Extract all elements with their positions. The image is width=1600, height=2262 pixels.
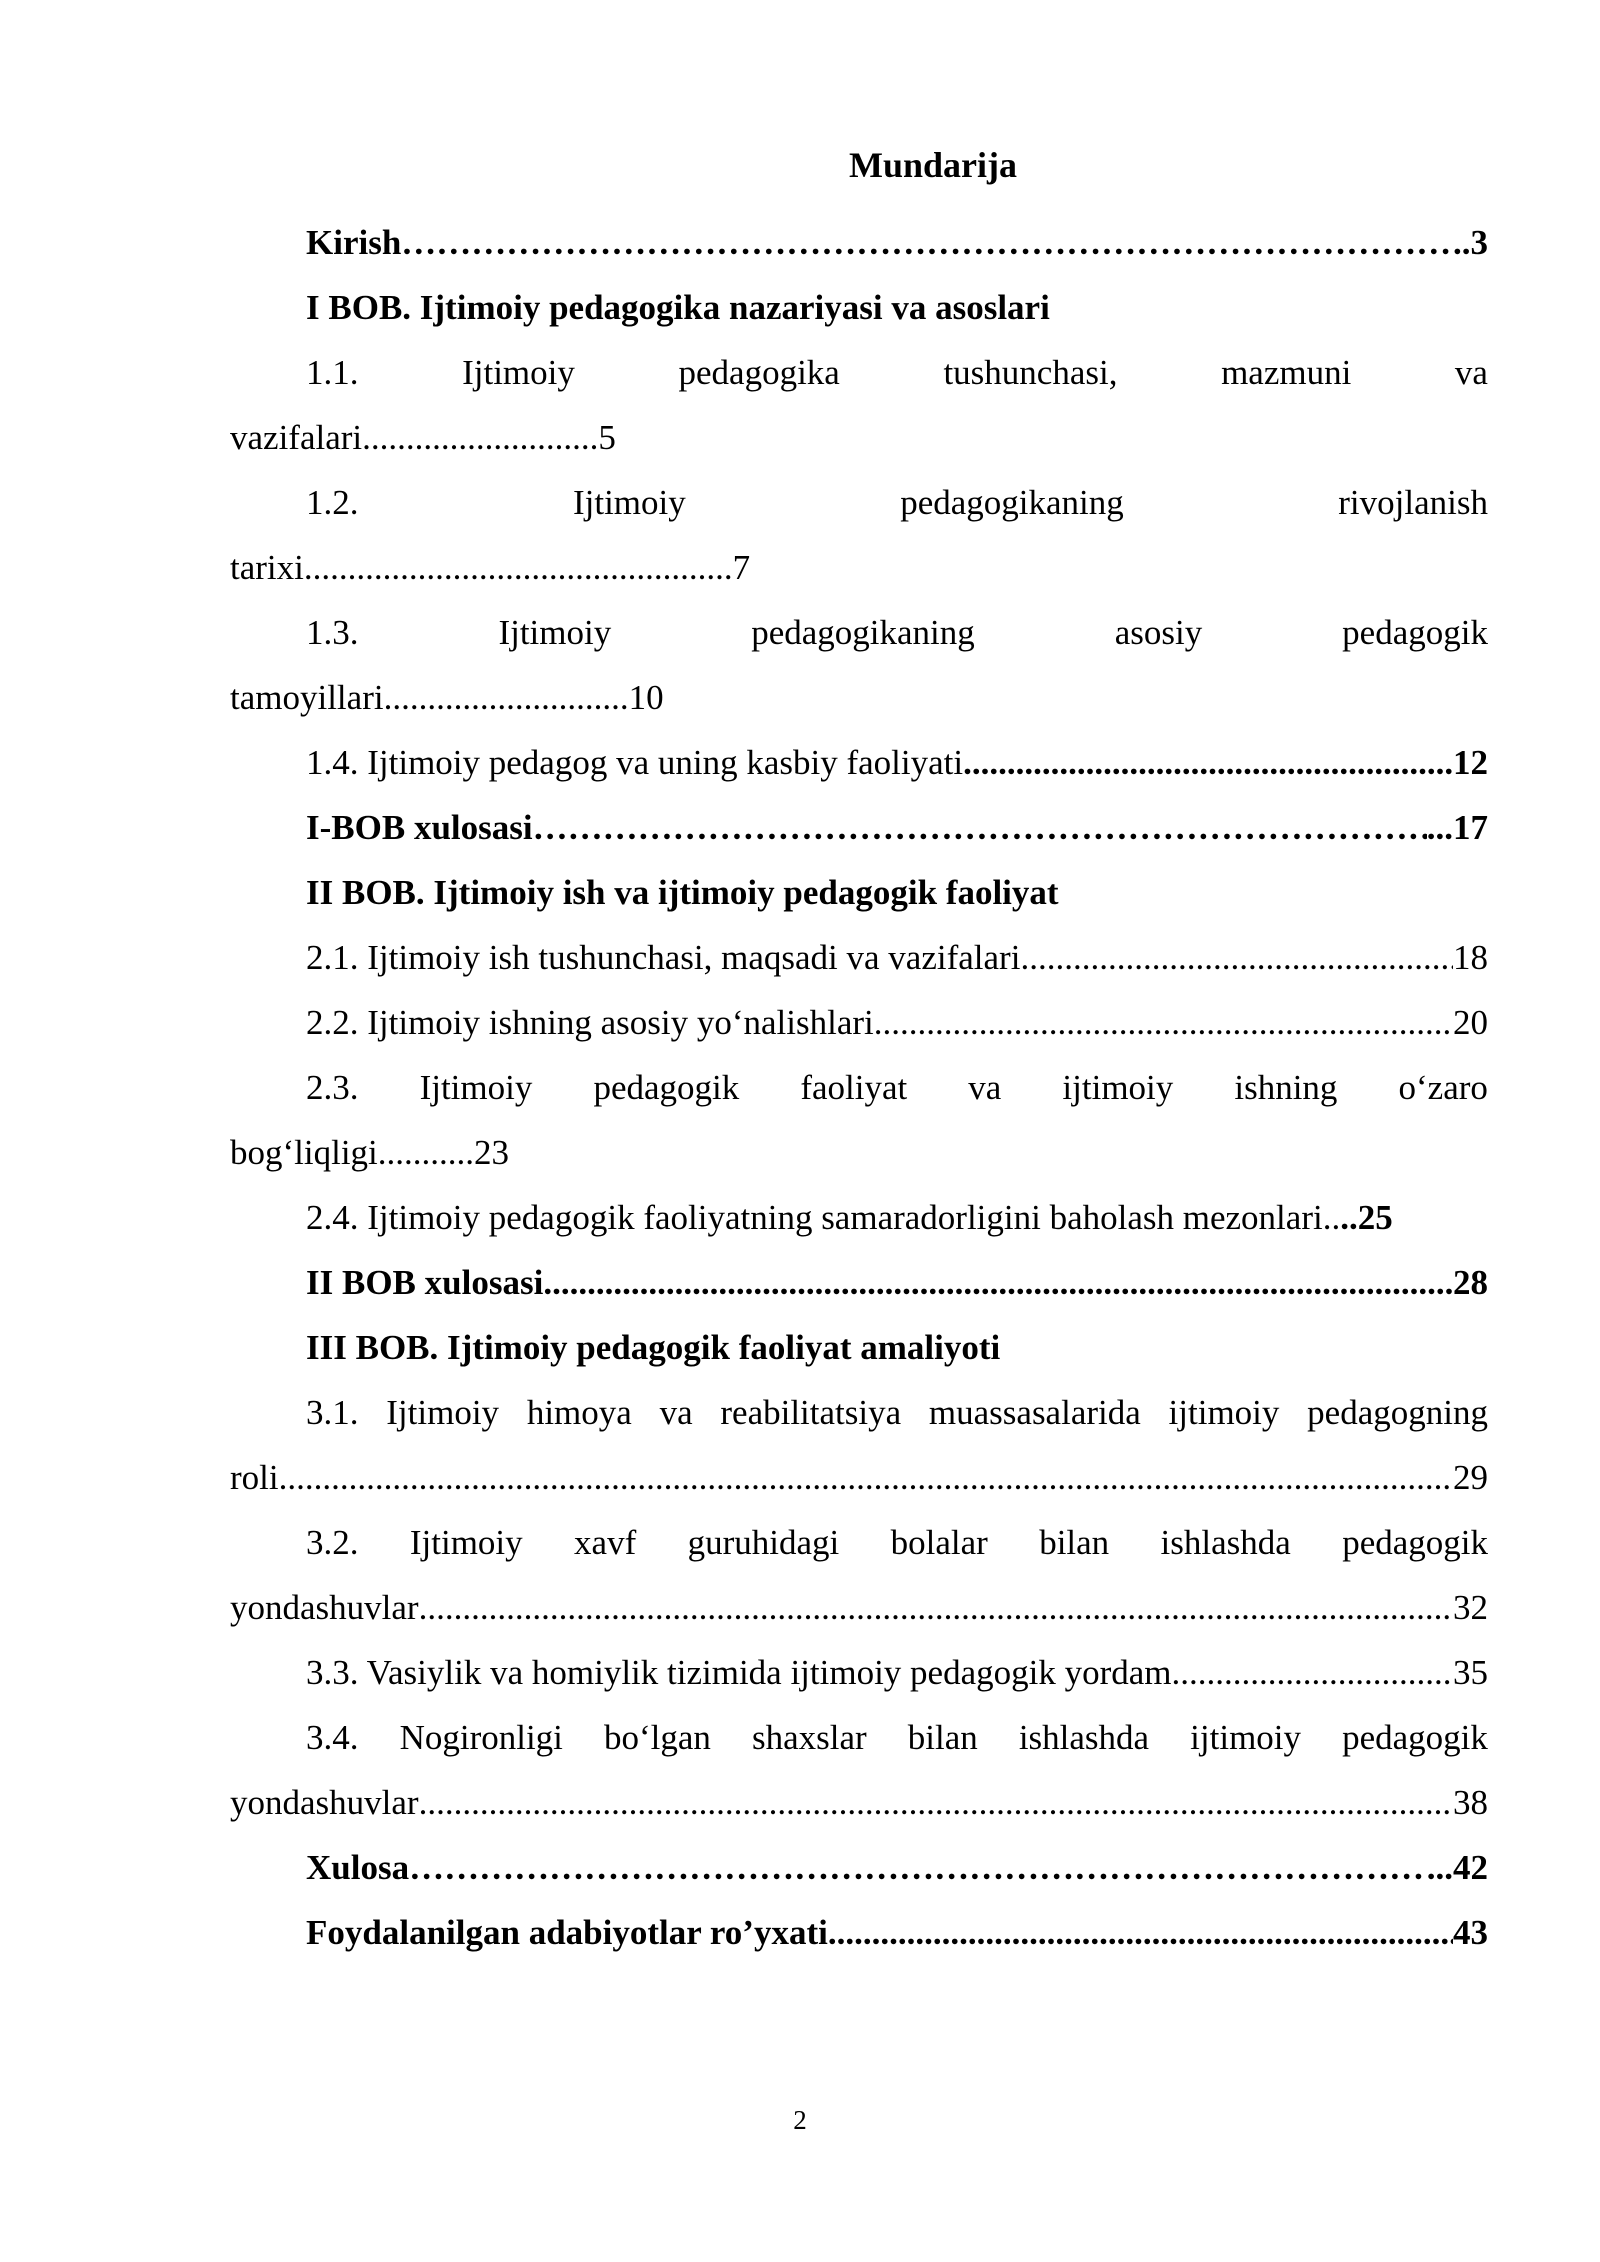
toc-entry-page: 28 bbox=[1453, 1263, 1488, 1302]
toc-entry-3-1-line1[interactable] bbox=[230, 1380, 1488, 1445]
toc-chapter-3[interactable] bbox=[230, 1315, 1488, 1380]
toc-entry-page: 18 bbox=[1453, 938, 1488, 977]
toc-entry-3-1-line2[interactable] bbox=[230, 1445, 1488, 1510]
word: bolalar bbox=[890, 1523, 988, 1562]
dot-leader bbox=[409, 1835, 1427, 1900]
word: ijtimoiy bbox=[1168, 1393, 1280, 1432]
dot-leader bbox=[963, 730, 1453, 795]
word: tushunchasi, bbox=[943, 353, 1118, 392]
toc-entry-page: 35 bbox=[1453, 1653, 1488, 1692]
toc-entry-page: 43 bbox=[1453, 1913, 1488, 1952]
word: o‘zaro bbox=[1398, 1068, 1488, 1107]
word: faoliyat bbox=[800, 1068, 908, 1107]
dot-leader bbox=[1020, 925, 1453, 990]
dot-leader bbox=[419, 1575, 1453, 1640]
word: rivojlanish bbox=[1338, 483, 1488, 522]
toc-entry-label: 2.2. Ijtimoiy ishning asosiy yo‘nalishlari bbox=[306, 1003, 874, 1042]
toc-entry-page: ...42 bbox=[1426, 1848, 1488, 1887]
word: ishlashda bbox=[1018, 1718, 1150, 1757]
toc-entry-tail: vazifalari...........................5 bbox=[230, 418, 616, 457]
toc-entry-xulosa-2[interactable] bbox=[230, 1250, 1488, 1315]
word: pedagogning bbox=[1307, 1393, 1488, 1432]
toc-entry-1-3-line1[interactable] bbox=[230, 600, 1488, 665]
dot-leader bbox=[419, 1770, 1453, 1835]
dot-leader bbox=[1172, 1640, 1453, 1705]
toc-entry-label: 1.4. Ijtimoiy pedagog va uning kasbiy faoliyati bbox=[306, 743, 964, 782]
word: Ijtimoiy bbox=[409, 1523, 523, 1562]
toc-entry-2-3-line1[interactable] bbox=[230, 1055, 1488, 1120]
dot-leader bbox=[533, 795, 1427, 860]
toc-entry-2-2[interactable] bbox=[230, 990, 1488, 1055]
word: ishning bbox=[1234, 1068, 1338, 1107]
toc-entry-1-4[interactable] bbox=[230, 730, 1488, 795]
word: Ijtimoiy bbox=[419, 1068, 533, 1107]
toc-entry-2-4[interactable] bbox=[230, 1185, 1488, 1250]
toc-entry-2-1[interactable] bbox=[230, 925, 1488, 990]
toc-entry-label: 3.3. Vasiylik va homiylik tizimida ijtimoiy pedagogik yordam bbox=[306, 1653, 1172, 1692]
toc-entry-1-2-line1[interactable] bbox=[230, 470, 1488, 535]
word: bilan bbox=[1039, 1523, 1110, 1562]
toc-entry-label: Xulosa bbox=[306, 1848, 410, 1887]
word: pedagogika bbox=[678, 353, 840, 392]
toc-entry-3-2-line1[interactable] bbox=[230, 1510, 1488, 1575]
word: 1.1. bbox=[306, 353, 359, 392]
word: pedagogik bbox=[1342, 1718, 1488, 1757]
toc-entry-page: 20 bbox=[1453, 1003, 1488, 1042]
toc-entry-xulosa-1[interactable] bbox=[230, 795, 1488, 860]
toc-entry-tail: bog‘liqligi...........23 bbox=[230, 1133, 510, 1172]
word: guruhidagi bbox=[687, 1523, 840, 1562]
word: ijtimoiy bbox=[1190, 1718, 1302, 1757]
word: bilan bbox=[907, 1718, 978, 1757]
word: Ijtimoiy bbox=[462, 353, 575, 392]
word: shaxslar bbox=[751, 1718, 867, 1757]
word: va bbox=[968, 1068, 1002, 1107]
word: va bbox=[659, 1393, 693, 1432]
toc-entry-page: 12 bbox=[1453, 743, 1488, 782]
toc-entry-page: ..25 bbox=[1340, 1198, 1393, 1237]
toc-entry-label: I-BOB xulosasi bbox=[306, 808, 533, 847]
toc-entry-tail: tamoyillari............................10 bbox=[230, 678, 664, 717]
toc-entry-label: 2.4. Ijtimoiy pedagogik faoliyatning samaradorligini baholash mezonlari.. bbox=[306, 1198, 1341, 1237]
toc-entry-1-1-line2[interactable] bbox=[230, 405, 1488, 470]
toc-entry-label: II BOB xulosasi bbox=[306, 1263, 544, 1302]
page-number: 2 bbox=[793, 2105, 807, 2135]
toc-entry-adabiyotlar[interactable] bbox=[230, 1900, 1488, 1965]
word: 1.3. bbox=[306, 613, 359, 652]
word: himoya bbox=[526, 1393, 632, 1432]
toc-chapter-2[interactable] bbox=[230, 860, 1488, 925]
toc-entry-3-4-line1[interactable] bbox=[230, 1705, 1488, 1770]
word: asosiy bbox=[1114, 613, 1203, 652]
toc-entry-label: Kirish bbox=[306, 223, 402, 262]
toc-entry-label: I BOB. Ijtimoiy pedagogika nazariyasi va asoslari bbox=[306, 288, 1050, 327]
toc-entry-page: 32 bbox=[1453, 1588, 1488, 1627]
word: reabilitatsiya bbox=[720, 1393, 902, 1432]
word: Ijtimoiy bbox=[498, 613, 612, 652]
word: 2.3. bbox=[306, 1068, 359, 1107]
toc-entry-3-4-line2[interactable] bbox=[230, 1770, 1488, 1835]
toc-entry-3-2-line2[interactable] bbox=[230, 1575, 1488, 1640]
toc-entry-label: Foydalanilgan adabiyotlar ro’yxati bbox=[306, 1913, 828, 1952]
toc-entry-tail: yondashuvlar bbox=[230, 1783, 419, 1822]
word: ishlashda bbox=[1160, 1523, 1291, 1562]
word: ijtimoiy bbox=[1062, 1068, 1174, 1107]
toc-entry-page: 38 bbox=[1453, 1783, 1488, 1822]
word: muassasalarida bbox=[928, 1393, 1141, 1432]
word: 3.2. bbox=[306, 1523, 359, 1562]
word: pedagogik bbox=[593, 1068, 740, 1107]
toc-entry-page: 29 bbox=[1453, 1458, 1488, 1497]
word: Nogironligi bbox=[399, 1718, 563, 1757]
table-of-contents bbox=[230, 145, 1488, 1965]
toc-chapter-1[interactable] bbox=[230, 275, 1488, 340]
word: Ijtimoiy bbox=[386, 1393, 500, 1432]
word: bo‘lgan bbox=[603, 1718, 711, 1757]
word: 3.4. bbox=[306, 1718, 359, 1757]
toc-entry-label: II BOB. Ijtimoiy ish va ijtimoiy pedagogik faoliyat bbox=[306, 873, 1059, 912]
toc-entry-label: III BOB. Ijtimoiy pedagogik faoliyat amaliyoti bbox=[306, 1328, 1001, 1367]
toc-entry-1-1-line1[interactable] bbox=[230, 340, 1488, 405]
toc-entry-tail: tarixi.................................................7 bbox=[230, 548, 751, 587]
word: 1.2. bbox=[306, 483, 359, 522]
toc-entry-tail: roli bbox=[230, 1458, 279, 1497]
word: xavf bbox=[574, 1523, 637, 1562]
toc-entry-page: ...17 bbox=[1426, 808, 1488, 847]
word: va bbox=[1454, 353, 1488, 392]
word: 3.1. bbox=[306, 1393, 359, 1432]
dot-leader bbox=[279, 1445, 1453, 1510]
word: Ijtimoiy bbox=[572, 483, 686, 522]
toc-entry-1-2-line2[interactable] bbox=[230, 535, 1488, 600]
toc-entry-tail: yondashuvlar bbox=[230, 1588, 419, 1627]
word: mazmuni bbox=[1221, 353, 1352, 392]
dot-leader bbox=[874, 990, 1453, 1055]
toc-entry-kirish[interactable] bbox=[230, 210, 1488, 275]
word: pedagogik bbox=[1342, 1523, 1488, 1562]
dot-leader bbox=[543, 1250, 1453, 1315]
toc-entry-label: 2.1. Ijtimoiy ish tushunchasi, maqsadi va vazifalari bbox=[306, 938, 1021, 977]
toc-title: Mundarija bbox=[848, 145, 1017, 185]
toc-entry-xulosa[interactable] bbox=[230, 1835, 1488, 1900]
dot-leader bbox=[828, 1900, 1453, 1965]
word: pedagogik bbox=[1342, 613, 1488, 652]
word: pedagogikaning bbox=[900, 483, 1124, 522]
toc-entry-1-3-line2[interactable] bbox=[230, 665, 1488, 730]
toc-entry-2-3-line2[interactable] bbox=[230, 1120, 1488, 1185]
toc-entry-page: ..3 bbox=[1453, 223, 1488, 262]
word: pedagogikaning bbox=[751, 613, 975, 652]
toc-entry-3-3[interactable] bbox=[230, 1640, 1488, 1705]
dot-leader bbox=[401, 210, 1453, 275]
